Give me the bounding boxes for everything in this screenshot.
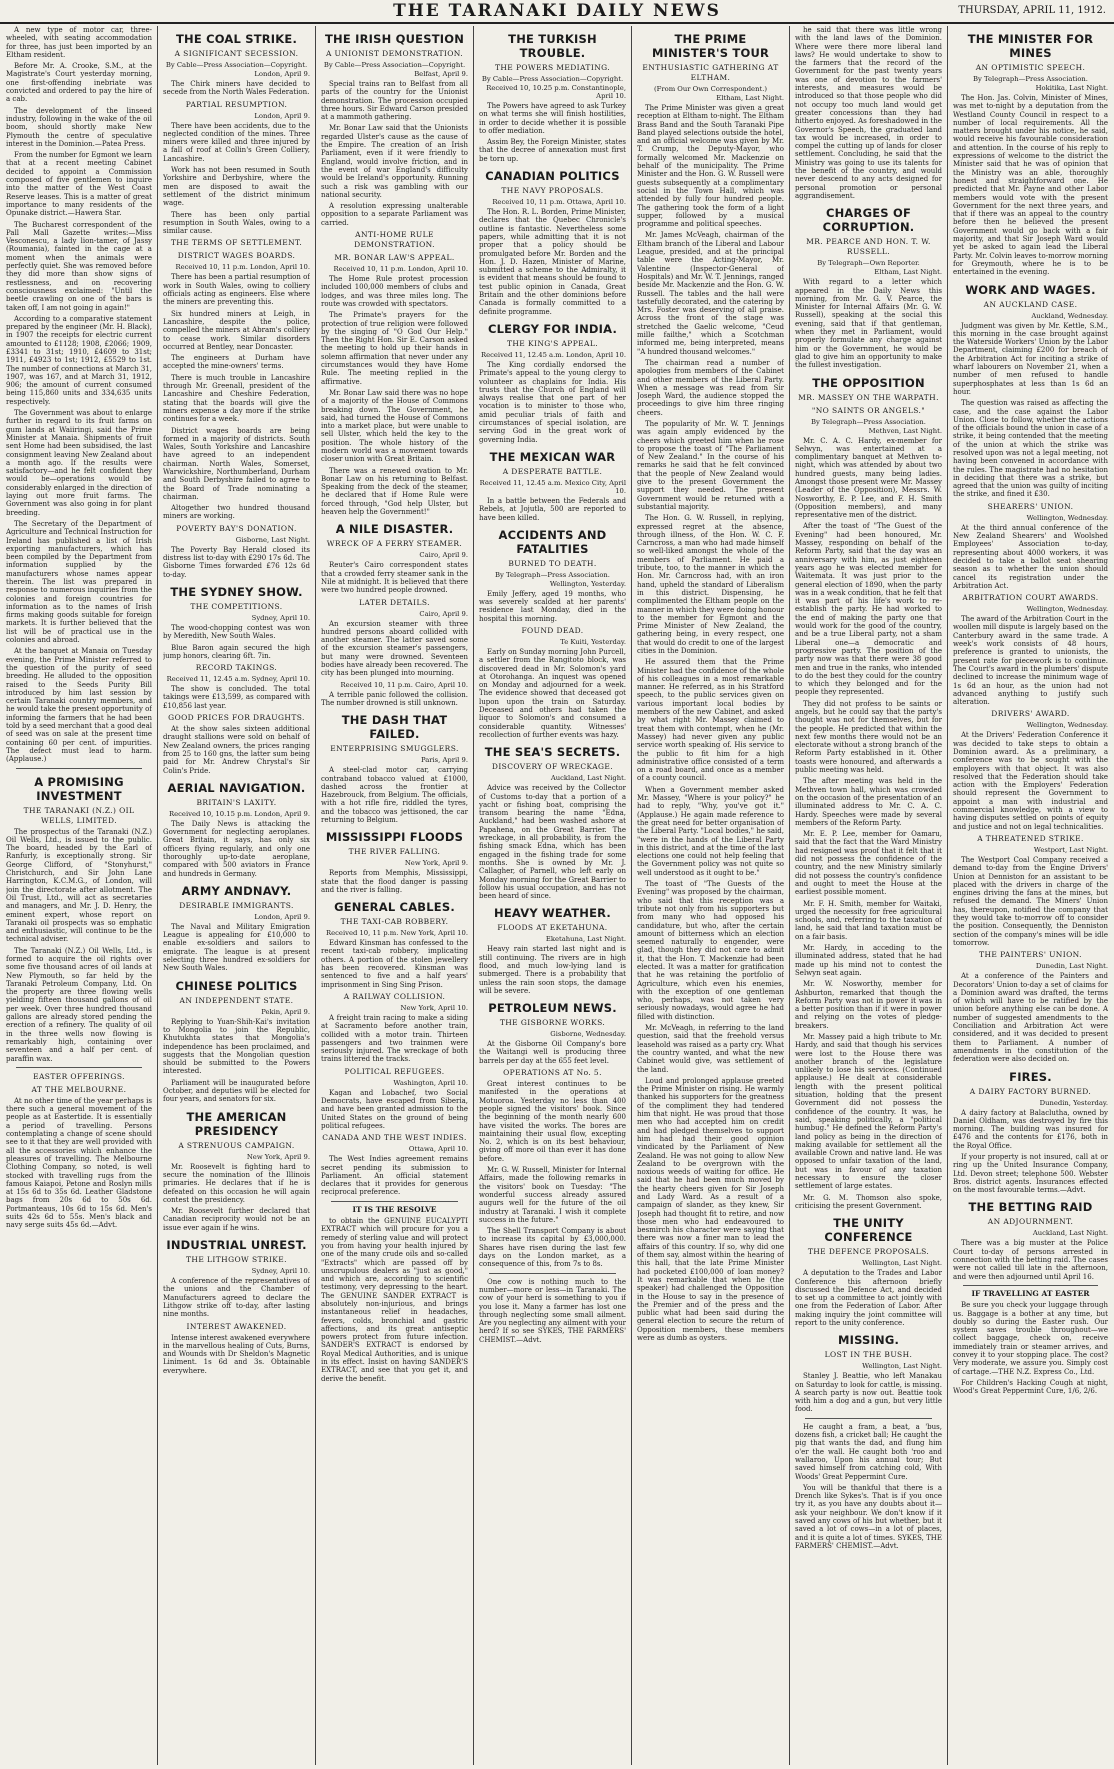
subheadline: AN AUCKLAND CASE.	[983, 299, 1078, 309]
advert-text: He caught a fram, a beat, a 'bus, dozens fish, a cricket ball; He caught the pig that wants the dad, and flung him o'er the wall. He caught both 'roo and wallaroo, Upon his annual tour; But saved himself from catching cold, With Woods' Great Peppermint Cure.	[795, 1422, 942, 1481]
divider	[331, 1201, 458, 1202]
paragraph: Kagan and Lobachef, two Social Democrats, have escaped from Siberia, and have been granted admission to the United States on the ground of being political refugees.	[321, 1088, 468, 1130]
column-rule	[157, 26, 158, 1765]
paragraph: The King cordially endorsed the Primate's appeal to the young clergy to volunteer as chaplains for India. His trusts that the Church of England will always realise that one part of her vocation is to minister to those who, amid peculiar trials of faith and circumstances of special isolation, are serving God in the great work of governing India.	[479, 360, 626, 444]
dateline: Received 10, 11 p.m. New York, April 10.	[325, 929, 468, 938]
byline: By Telegraph—Press Association.	[811, 417, 926, 426]
headline: THE BETTING RAID	[968, 1200, 1093, 1215]
byline: By Telegraph—Press Association.	[973, 75, 1088, 83]
subheadline: MR. MASSEY ON THE WARPATH.	[798, 392, 939, 402]
paragraph: Mr. W. Nosworthy, member for Ashburton, remarked that though the Reform Party was not in power it was in a better position than if it were in power and relying on the votes of pledge-breakers.	[795, 980, 942, 1030]
dateline: Received 10, 11 p.m. Ottawa, April 10.	[492, 198, 626, 207]
dateline: Westport, Last Night.	[1033, 845, 1108, 854]
subheadline: A SIGNIFICANT SECESSION.	[174, 49, 299, 58]
headline: ACCIDENTS AND FATALITIES	[498, 527, 607, 556]
paragraph: The development of the linseed industry, following in the wake of the oil boom, should shortly make New Plymouth the centre of speculative interest in the Dominion.—Patea Press.	[6, 106, 152, 148]
headline: PETROLEUM NEWS.	[488, 1001, 617, 1016]
subheadline: ENTHUSIASTIC GATHERING AT ELTHAM.	[642, 63, 779, 82]
headline: THE SEA'S SECRETS.	[484, 745, 621, 760]
paragraph: With regard to a letter which appeared in the Daily News this morning, from Mr. G. V. Pearce, the Minister for Internal Affairs (Mr. G. W. Russell), speaking at the social this evening, said that if that gentleman, when they met in Parliament, would properly formulate any charge against him or the Government, he would be glad to give him an opportunity to make the fullest investigation.	[795, 278, 942, 370]
paragraph: At a conference of the Painters and Decorators' Union to-day a set of claims for a Dominion award was drafted, the terms of which will have to be ratified by the union before anything else can be done. A number of suggested amendments to the Conciliation and Arbitration Act were considered, and it was decided to present them to Parliament. A number of amendments in the constitution of the federation were also decided on.	[953, 972, 1108, 1064]
headline: THE IRISH QUESTION	[324, 32, 465, 46]
dateline: Eketahuna, Last Night.	[545, 935, 626, 944]
headline: CHARGES OF CORRUPTION.	[822, 206, 915, 235]
paragraph: Six hundred miners at Leigh, in Lancashire, despite the police, compelled the miners at Abram's colliery to cease work. Similar disorders occurred at Bentley, near Doncaster.	[163, 309, 310, 351]
paragraph: Intense interest awakened everywhere in the marvellous healing of Cuts, Burns, and Wounds with Dr Sheldon's Magnetic Liniment. 1s 6d and 3s. Obtainable everywhere.	[163, 1333, 310, 1375]
paragraph: The prospectus of the Taranaki (N.Z.) Oil Wells, Ltd., is issued to the public. The board, headed by the Earl of Ranfurly, is exceptionally strong. Sir George Clifford, of "Stonyhurst," Christchurch, and Sir John Lane Harrington, K.C.M.G., of London, will join the directorate after allotment. The Oil Trust, Ltd., will act as secretaries and managers, and Mr. J. D. Henry, the eminent expert, whose report on Taranaki oil prospects was so emphatic and enthusiastic, will continue to be the technical adviser.	[6, 827, 152, 944]
subheadline: A THREATENED STRIKE.	[977, 833, 1084, 843]
dateline: Received 10, 11 p.m. Cairo, April 10.	[340, 680, 468, 689]
paragraph: Mr. McVeagh, in referring to the land question, said that the freehold versus leasehold was raised as a party cry. What the country wanted, and what the new Cabinet would give, was settlement of the land.	[637, 1024, 784, 1074]
subheadline: SHEARERS' UNION.	[987, 501, 1074, 511]
subheadline: A UNIONIST DEMONSTRATION.	[325, 49, 464, 58]
paragraph: From the number for Egmont we learn that at a recent meeting Cabinet decided to appoint a Commission composed of five gentlemen to inquire into the matter of the West Coast Reserve leases. This is a matter of great importance to many residents of the Opunake district.—Hawera Star.	[6, 151, 152, 218]
subheadline: EASTER OFFERINGS.	[33, 1071, 125, 1081]
subheadline: THE COMPETITIONS.	[190, 601, 283, 611]
subheadline: LATER DETAILS.	[359, 597, 430, 607]
subheadline: THE POWERS MEDIATING.	[494, 63, 611, 72]
advert-text: to obtain the GENUINE EUCALYPTI EXTRACT which will procure for you a remedy of sterling value and will protect you from having your health injured by one of the many crude oils and so-called "Extracts" which are passed off by unscrupulous dealers as "just as good," and which are, according to scientific testimony, very depressing to the heart. The GENUINE SANDER EXTRACT is absolutely non-injurious, and brings instantaneous relief in headaches, fevers, colds, bronchial and gastric affections, and its great antiseptic powers protect from future infection. SANDER'S EXTRACT is endorsed by Royal Medical Authorities, and is unique in its effect. Insist on having SANDER'S EXTRACT, and see that you get it, and derive the benefit.	[321, 1217, 468, 1383]
paragraph: At no other time of the year perhaps is there such a general movement of the people as at Eastertide. It is essentially a period of travelling. Persons contemplating a change of scene should see to it that they are well provided with all the accessories which enhance the pleasures of travelling. The Melbourne Clothing Company, so noted, is well stocked with travelling rugs from the famous Kaiapoi, Petone and Roslyn mills at 15s 6d to 35s 6d. Leather Gladstone bags from 20s 6d to 50s 6d. Portmanteaus, 10s 6d to 15s 6d. Men's suits 42s 6d to 55s. Men's black and navy serge suits 45s 6d.—Advt.	[6, 1096, 152, 1230]
subheadline: THE TAXI-CAB ROBBERY.	[340, 917, 449, 927]
subheadline: ARBITRATION COURT AWARDS.	[962, 593, 1099, 603]
paragraph: The Bucharest correspondent of the Pall Mall Gazette writes:—Miss Vesconescu, a lady lion-tamer, of Jassy (Roumania), fainted in the cage at a moment when the animals were perfectly quiet. She was removed before they did more than show signs of restlessness, and on recovering consciousness exclaimed: "Until the beetle crawling on one of the bars is taken off, I am not going in again!"	[6, 220, 152, 312]
dateline: Eltham, Last Night.	[716, 94, 784, 102]
paragraph: The Westport Coal Company received a demand to-day from the Engine Drivers' Union at Denniston for an assistant to be placed with the drivers in charge of the engines driving the fans at the mines, but refused the demand. The Miners' Union has, thereupon, notified the company that they would take to-morrow off to consider the position. Consequently, the Denniston section of the company's mines will be idle tomorrow.	[953, 855, 1108, 947]
paragraph: Judgment was given by Mr. Kettle, S.M., this morning in the case brought against the Waterside Workers' Union by the Labor Department, claiming £200 for breach of the Arbitration Act for inciting a strike of wharf labourers on November 21, when a number of men refused to handle superphosphates at less than 1s 6d an hour.	[953, 321, 1108, 396]
subheadline: THE RIVER FALLING.	[348, 847, 441, 857]
divider	[16, 1067, 142, 1068]
subheadline: ENTERPRISING SMUGGLERS.	[330, 744, 459, 754]
subheadline: A STRENUOUS CAMPAIGN.	[178, 1140, 295, 1150]
dateline: Wellington, Wednesday.	[1026, 513, 1108, 522]
subheadline: BURNED TO DEATH.	[508, 558, 597, 568]
paragraph: The after meeting was held in the Methven town hall, which was crowded on the occasion of the presentation of an illuminated address to Mr. C. A. C. Hardy. Speeches were made by several members of the Reform Party.	[795, 777, 942, 827]
subheadline: POLITICAL REFUGEES.	[344, 1066, 445, 1076]
paragraph: Mr. Bonar Law said there was no hope of a majority of the House of Commons breaking down. The Government, he said, had turned the House of Commons into a market place, but were unable to sell Ulster, which held the key to the position. The whole history of the modern world was a movement towards closer union with Great Britain.	[321, 388, 468, 464]
paragraph: Mr. E. P. Lee, member for Oamaru, said that the fact that the Ward Ministry had resigned was proof that it felt that it did not possess the confidence of the country, and the new Ministry similarly did not possess the country's confidence and ought to meet the House at the earliest possible moment.	[795, 830, 942, 897]
dateline: Belfast, April 9.	[414, 70, 468, 78]
paragraph: Mr. Roosevelt further declared that Canadian reciprocity would not be an issue ever again if he wins.	[163, 1207, 310, 1232]
paragraph: Great interest continues to be manifested in the operations at Motuoroa. Yesterday no less than 400 people signed the visitors' book. Since the beginning of the month nearly 600 have visited the works. The bores are maintaining their usual flow, excepting No. 2, which is on its best behaviour, giving off more oil than ever it has done before.	[479, 1080, 626, 1163]
subheadline: DESIRABLE IMMIGRANTS.	[179, 900, 294, 910]
column-7	[953, 26, 1108, 1765]
headline: THE TURKISH TROUBLE.	[508, 32, 597, 60]
paragraph: Work has not been resumed in South Yorkshire and Derbyshire, where the men are disposed to await the settlement of the district minimum wage.	[163, 166, 310, 208]
paragraph: He assured them that the Prime Minister had the confidence of the whole of his colleagues in a most remarkable manner. He referred, as in his Stratford speech, to the public services given on various important local bodies by members of the new Cabinet, and asked by what right Mr. Massey claimed to treat them with contempt, when he (Mr. Massey) had never given any public service worth speaking of. His service to the public to fit him for a high administrative office consisted of a term on a road board, and once as a member of a county council.	[637, 658, 784, 783]
column-3	[321, 26, 468, 1765]
paragraph: The question was raised as affecting the case, and the case against the Labor Union. Close to follow, whether the actions of the officials bound the union in case of a strike, it being contended that the meeting of the union at which the strike was resolved upon was not a legal meeting, not having been convened in accordance with the rules. The magistrate had no hesitation in deciding that there was a strike, but agreed that the union was guilty of inciting the strike, and fined it £30.	[953, 399, 1108, 499]
column-4	[479, 26, 626, 1765]
advert-headline: IT IS THE RESOLVE	[352, 1204, 437, 1214]
paragraph: Mr. Massey paid a high tribute to Mr. Hardy, and said that though his services were lost to the House there was another branch of the legislature unlikely to lose his services. (Continued applause.) He dealt at considerable length with the present political situation, holding that the present Government did not possess the confidence of the country. It was, he said, speaking politically, a "political humbug." He defined the Reform Party's land policy as being in the direction of making available for settlement all the available Crown and native land. He was opposed to unfair taxation of the land, but was in favour of any taxation necessary to ensure the closer settlement of large estates.	[795, 1032, 942, 1191]
subheadline: WRECK OF A FERRY STEAMER.	[326, 539, 463, 549]
dateline: Eltham, Last Night.	[874, 268, 942, 277]
paragraph: Reuter's Cairo correspondent states that a crowded ferry steamer sank in the Nile at midnight. It is believed that there were two hundred people drowned.	[321, 561, 468, 595]
masthead-date: THURSDAY, APRIL 11, 1912.	[958, 5, 1106, 16]
subheadline: A RAILWAY COLLISION.	[343, 991, 446, 1001]
byline: By Telegraph—Own Reporter.	[817, 259, 920, 268]
headline: THE OPPOSITION	[812, 375, 925, 390]
subheadline: THE KING'S APPEAL.	[506, 338, 599, 348]
dateline: Cairo, April 9.	[419, 551, 468, 560]
paragraph: At the banquet at Manaia on Tuesday evening, the Prime Minister referred to the question of the purity of seed breeding. He alluded to the opposition raised to the Seeds Purity Bill introduced by him last session by certain Taranaki country members, and he would take the present opportunity of informing the farmers that he had been told by a seed merchant that a good deal of seed was on sale at the present time containing 60 per cent. of impurities. The defect must lead to harm. (Applause.)	[6, 647, 152, 764]
paragraph: Stanley J. Beattie, who left Manakau on Saturday to look for cattle, is missing. A search party is now out. Beattie took with him a dog and a gun, but very little food.	[795, 1372, 942, 1414]
subheadline: THE PAINTERS' UNION.	[979, 950, 1082, 960]
advert-text: Be sure you check your luggage through us. Baggage is a bother at any time, but doubly so during the Easter rush. Our system saves trouble throughout—we collect baggage, check on, receive immediately train or steamer arrives, and convey it to your stopping place. The cost? Very moderate, we assure you. Simply cost of cartage.—THE N.Z. Express Co., Ltd.	[953, 1301, 1108, 1376]
paragraph: The Taranaki (N.Z.) Oil Wells, Ltd., is formed to acquire the oil rights over some five thousand acres of oil lands at New Plymouth, so far held by the Taranaki Petroleum Company, Ltd. On the property are three flowing wells yielding fifteen thousand gallons of oil per week. Over three hundred thousand gallons are already stored pending the erection of a refinery. The quality of oil in the three wells now flowing is remarkably high, containing over seventeen and a half per cent. of paraffin wax.	[6, 946, 152, 1063]
paragraph: An excursion steamer with three hundred persons aboard collided with another steamer. The latter saved some of the excursion steamer's passengers, but many were drowned. Seventeen bodies have already been recovered. The city has been plunged into mourning.	[321, 619, 468, 678]
column-rule	[473, 26, 474, 1765]
subheadline: OPERATIONS AT No. 5.	[503, 1068, 602, 1078]
dateline: Received 10, 11 p.m. London, April 10.	[333, 265, 468, 274]
subheadline: THE LITHGOW STRIKE.	[186, 1255, 287, 1265]
dateline: London, April 9.	[254, 70, 310, 78]
subheadline: "NO SAINTS OR ANGELS."	[811, 405, 926, 415]
subheadline: DISCOVERY OF WRECKAGE.	[491, 762, 614, 772]
paragraph: The toast of "The Guests of the Evening" was proposed by the chairman, who said that this reception was a tribute not only from his supporters but from many who had opposed his candidature, but who, after the certain amount of bitterness which an election seemed naturally to engender, were glad, though they did not care to admit it, that the Hon. T. Mackenzie had been elected. It was a matter for gratification that he was retaining the portfolio of Agriculture, which even his enemies, with the exception of one gentleman who, perhaps, was not taken very seriously nowadays, would agree he had filled with distinction.	[637, 880, 784, 1021]
paragraph: There is much trouble in Lancashire through Mr. Greenall, president of the Lancashire and Cheshire Federation, stating that the boards will give the miners expense a day more if the strike continues for a week.	[163, 373, 310, 424]
paragraph: The Government was about to enlarge further in regard to its fruit farms on gum lands at Waiiringi, said the Prime Minister at Manaia. Shipments of fruit sent Home had been subsidised, the last consignment leaving New Zealand about a month ago. If the results were satisfactory—and he felt confident they would be—operations would be considerably enlarged in the direction of laying out more fruit farms. The Government was also going in for plant breeding.	[6, 409, 152, 517]
paragraph: The popularity of Mr. W. T. Jennings was again amply evidenced by the cheers which greeted him when he rose to propose the toast of "The Parliament of New Zealand." In the course of his remarks he said that he felt convinced that the people of New Zealand would give to the present Government the support they needed. The present Government would be returned with a substantial majority.	[637, 419, 784, 511]
dateline: Received 10, 10.15 p.m. London, April 9.	[168, 809, 310, 818]
paragraph: A new type of motor car, three-wheeled, with seating accommodation for three, has just been imported by an Eltham resident.	[6, 26, 152, 59]
headline: MISSING.	[837, 1333, 900, 1348]
paragraph: The Shell Transport Company is about to increase its capital by £3,000,000. Shares have risen during the last few days on the London market, as a consequence of this, from 7s to 8s.	[479, 1227, 626, 1269]
paragraph: There has been a partial resumption of work in South Wales, owing to colliery officials acting as engineers. Else where the miners are preventing this.	[163, 273, 310, 307]
headline: THE DASH THAT FAILED.	[341, 713, 448, 742]
paragraph: Emily Jeffery, aged 19 months, who was severely scalded at her parents' residence last Monday, died in the hospital this morning.	[479, 589, 626, 623]
headline: INDUSTRIAL UNREST.	[166, 1238, 307, 1253]
paragraph: A freight train racing to make a siding at Sacramento before another train, collided with a motor train. Thirteen passengers and two trainmen were seriously injured. The wreckage of both trains littered the tracks.	[321, 1013, 468, 1064]
paragraph: There has been only partial resumption in South Wales, owing to a similar cause.	[163, 210, 310, 236]
paragraph: Mr. G. M. Thomson also spoke, criticising the present Government.	[795, 1193, 942, 1210]
paragraph: A conference of the representatives of the unions and the Chamber of Manufacturers agreed to declare the Lithgow strike off to-day, after lasting nine months.	[163, 1277, 310, 1319]
paragraph: At the Gisborne Oil Company's bore the Waitangi well is producing three barrels per day at the 655 feet level.	[479, 1040, 626, 1065]
paragraph: At the Drivers' Federation Conference it was decided to take steps to obtain a Dominion award. As a preliminary, a conference was to be sought with the employers with that object. It was also resolved that the Federation should take action with the Employers' Federation should represent the Government to appoint a man with industrial and commercial knowledge, with a view to having disputes settled on points of equity and justice and not on legal technicalities.	[953, 731, 1108, 831]
masthead	[0, 0, 1114, 24]
dateline: Auckland, Last Night.	[550, 774, 626, 783]
subheadline: PARTIAL RESUMPTION.	[185, 99, 288, 109]
headline: CLERGY FOR INDIA.	[487, 321, 618, 336]
headline: FIRES.	[1009, 1069, 1052, 1084]
headline: HEAVY WEATHER.	[494, 906, 611, 921]
paragraph: The show is concluded. The total takings were £13,599, as compared with £10,856 last year.	[163, 685, 310, 710]
paragraph: A resolution expressing unalterable opposition to a separate Parliament was carried.	[321, 202, 468, 227]
column-5	[637, 26, 784, 1765]
paragraph: They did not profess to be saints or angels, but he could say that the party's thought was not for themselves, but for the people. He predicted that within the next few months there would not be an electorate without a strong branch of the Reform Party established in it. Other toasts were honoured, and afterwards a public meeting was held.	[795, 699, 942, 775]
paragraph: Altogether two hundred thousand miners are working.	[163, 504, 310, 521]
paragraph: A dairy factory at Balaclutha, owned by Daniel Oldham, was destroyed by fire this morning. The building was insured for £476 and the contents for £176, both in the Royal Office.	[953, 1108, 1108, 1150]
advert-headline: IF TRAVELLING AT EASTER	[971, 1288, 1090, 1298]
paragraph: The Chirk miners have decided to secede from the North Wales Federation.	[163, 80, 310, 97]
byline: By Telegraph—Press Association.	[495, 570, 610, 579]
subheadline: FOUND DEAD.	[521, 625, 584, 635]
headline: THE PRIME MINISTER'S TOUR	[651, 32, 770, 60]
dateline: Dunedin, Yesterday.	[1039, 1098, 1108, 1107]
subheadline: AN ADJOURNMENT.	[987, 1217, 1074, 1227]
dateline: Sydney, April 10.	[251, 1267, 310, 1276]
paragraph: The Powers have agreed to ask Turkey on what terms she will finish hostilities, in order to decide whether it is possible to offer mediation.	[479, 102, 626, 135]
paragraph: Mr. Hardy, in acceding to the illuminated address, stated that he had made up his mind not to contest the Selwyn seat again.	[795, 944, 942, 977]
subheadline: AN OPTIMISTIC SPEECH.	[975, 63, 1086, 72]
dateline: Auckland, Last Night.	[1032, 1229, 1108, 1238]
dateline: Paris, April 9.	[420, 756, 468, 765]
paragraph: Loud and prolonged applause greeted the Prime Minister on rising. He warmly thanked his supporters for the greatness of the compliment they had tendered him that night. He was proud that those men who had accepted him on credit and had pledged themselves to support him had had their good opinion vindicated by the Parliament of New Zealand. He was not going to allow New Zealand to be overgrown with the noxious weeds of waiting for office. He said that he had been much moved by the hearty cheers given for Sir Joseph and Lady Ward. As a result of a campaign of slander, as they knew, Sir Joseph had thought fit to retire, and now those men who had endeavoured to besmirch his character were saying that there was now a finer man to lead the affairs of this country. If so, why did one of them say, almost within the hearing of this hall, that the late Prime Minister had pocketed £100,000 of loan money? It was remarkable that when he (the speaker) had challenged the Opposition in the House to say in the presence of the Premier and of the press and the public what had been said during the general election to secure the return of Opposition members, these members were as dumb as oysters.	[637, 1076, 784, 1343]
headline: CHINESE POLITICS	[175, 978, 298, 993]
divider	[489, 1273, 616, 1274]
paragraph: Edward Kinsman has confessed to the recent taxi-cab robbery, implicating others. A portion of the stolen jewellery has been recovered. Kinsman was sentenced to five and a half years' imprisonment in Sing Sing Prison.	[321, 939, 468, 989]
headline: GENERAL CABLES.	[334, 900, 455, 915]
paragraph: The Hon. Jas. Colvin, Minister of Mines, was met to-night by a deputation from the Westland County Council in respect to a number of local requirements. All the matters brought under his notice, he said, would receive his favourable consideration and attention. In the course of his reply to expressions of welcome to the district the Minister said that he was of opinion that the Ministry was an able, thoroughly honest and straightforward one. He predicted that Mr. Payne and other Labor members would vote with the present Government for the next three years, and that if there was an appeal to the country before then he believed the present Government would go back with a fair majority, and that Sir Joseph Ward would yet be asked to again lead the Liberal Party. Mr. Colvin leaves to-morrow morning for Greymouth, where he is to be entertained in the evening.	[953, 94, 1108, 277]
byline: By Cable—Press Association—Copyright.	[323, 61, 466, 69]
headline: THE COAL STRIKE.	[175, 32, 298, 46]
column-rule	[947, 26, 948, 1765]
dateline: Wellington, Last Night.	[862, 1362, 942, 1371]
paragraph: District wages boards are being formed in a majority of districts. South Wales, South Yorkshire and Lancashire have agreed to an independent chairman. North Wales, Somerset, Warwickshire, Northumberland, Durham and South Derbyshire failed to agree to the Board of Trade nominating a chairman.	[163, 426, 310, 501]
paragraph: Mr. C. A. C. Hardy, ex-member for Selwyn, was entertained at a complimentary banquet at Methven to-night, which was attended by about two hundred guests, many being ladies. Amongst those present were Mr. Massey (Leader of the Opposition), Messrs. W. Nosworthy, E. P. Lee, and F. H. Smith (Opposition members), and many representative men of the district.	[795, 436, 942, 520]
subheadline: LOST IN THE BUSH.	[824, 1350, 913, 1360]
paragraph: Mr. James McVeagh, chairman of the Eltham branch of the Liberal and Labour League, presided, and at the principal table were the Acting-Mayor, Mr. Valentine (Inspector-General of Hospitals) and Mr. W. T. Jennings, ranged beside Mr. Mackenzie and the Hon. G. W. Russell. The tables and the hall were tastefully decorated, and the catering by Mrs. Foster was deserving of all praise. Across the front of the stage was stretched the Gaelic welcome, "Ceud mille failthe," which a Scotchman informed me, being interpreted, means "A hundred thousand welcomes."	[637, 231, 784, 356]
dateline: Wellington, Yesterday.	[549, 579, 626, 588]
paragraph: Early on Sunday morning John Purcell, a settler from the Rangitoto block, was discovered dead in Mr. Solomon's yard at Otorohanga. An inquest was opened on Monday and adjourned for a week. The evidence showed that deceased got lupon upon the train on Saturday. Deceased and others had taken the liquor to Solomon's and consumed a considerable quantity. Witnesses' recollection of further events was hazy.	[479, 647, 626, 739]
subheadline: AN INDEPENDENT STATE.	[179, 995, 294, 1005]
subheadline: THE GISBORNE WORKS.	[499, 1018, 606, 1028]
subheadline: GOOD PRICES FOR DRAUGHTS.	[168, 713, 305, 723]
dateline: Received 11, 12.45 a.m. London, April 10.	[480, 350, 626, 359]
column-1	[6, 26, 152, 1765]
paragraph: Replying to Yuan-Shih-Kai's invitation to Mongolia to join the Republic, Khutukhta states that Mongolia's independence has been proclaimed, and suggests that the Mongolian question should be submitted to the Powers interested.	[163, 1017, 310, 1076]
column-6	[795, 26, 942, 1765]
paragraph: When a Government member asked Mr. Massey, "Where is your policy?" he had to reply, "Why, you've got it." (Applause.) He again made reference to the great need for better organisation of the Liberal Party. "Local bodies," he said, "were in the hands of the Liberal Party in this district, and at the time of the last elections one could not help feeling that the Government policy was not quite so well understood as it ought to be."	[637, 785, 784, 877]
dateline: Received 11, 12.45 a.m. Sydney, April 10.	[166, 675, 310, 684]
paragraph: Mr. F. H. Smith, member for Waitaki, urged the necessity for free agricultural schools, and, referring to the taxation of land, he said that land taxation must be on a fair basis.	[795, 899, 942, 941]
paragraph: There was a renewed ovation to Mr. Bonar Law on his returning to Belfast. Speaking from the deck of the steamer, he declared that if Home Rule were forced through, "God help Ulster, but heaven help the Government!"	[321, 466, 468, 517]
paragraph: The Primate's prayers for the protection of true religion were followed by the singing of "O God Our Help." Then the Right Hon. Sir E. Carson asked the meeting to hold up their hands in solemn affirmation that never under any circumstances would they have Home Rule. The meeting replied in the affirmative.	[321, 311, 468, 386]
subheadline: THE TERMS OF SETTLEMENT.	[170, 238, 303, 248]
dateline: Wellington, Wednesday.	[1026, 721, 1108, 730]
paragraph: Special trains ran to Belfast from all parts of the country for the Unionist demonstration. The procession occupied three hours. Sir Edward Carson presided at a mammoth gathering.	[321, 80, 468, 122]
paragraph: Mr. Roosevelt is fighting hard to secure the nomination of the Illinois primaries. He declares that if he is defeated on this occasion he will again contest the presidency.	[163, 1162, 310, 1204]
subheadline: THE DEFENCE PROPOSALS.	[807, 1247, 930, 1257]
headline: MISSISSIPPI FLOODS	[325, 830, 464, 845]
paragraph: he said that there was little wrong with the land laws of the Dominion. Where were there more liberal land laws? He would undertake to show to the farmers that the record of the Government for the past twenty years was one of devotion to the farmers' interests, and measures would be introduced so that those people who did not occupy too much land would get greater concessions than they had hitherto enjoyed. As foreshadowed in the Governor's Speech, the graduated land tax would be increased, in order to compel the cutting up of lands for closer settlement. Concluding, he said that the Ministry was going to use its talents for the benefit of the country, and would never descend to any acts designed for personal promotion or personal aggrandisement.	[795, 26, 942, 200]
column-rule	[789, 26, 790, 1765]
subheadline: POVERTY BAY'S DONATION.	[176, 523, 297, 533]
dateline: Te Kuiti, Yesterday.	[560, 637, 626, 646]
dateline: Wellington, Last Night.	[862, 1259, 942, 1268]
headline: THE MEXICAN WAR	[489, 449, 616, 464]
dateline: New York, April 9.	[404, 859, 468, 868]
dateline: Received 10, 11 p.m. London, April 10.	[175, 263, 310, 272]
paragraph: The Daily News is attacking the Government for neglecting aeroplanes. Great Britain, it says, has only six officers flying regularly, and only one thoroughly up-to-date aeroplane, compared with 500 aviators in France and hundreds in Germany.	[163, 819, 310, 878]
paragraph: Reports from Memphis, Mississippi, state that the flood danger is passing and the river is falling.	[321, 869, 468, 894]
paragraph: Blue Baron again secured the high jump honors, clearing 6ft. 7in.	[163, 643, 310, 660]
dateline: London, April 9.	[254, 111, 310, 120]
paragraph: Assim Bey, the Foreign Minister, states that the decree of annexation must first be torn up.	[479, 138, 626, 163]
column-rule	[315, 26, 316, 1765]
subheadline: DRIVERS' AWARD.	[991, 709, 1070, 719]
dateline: Dunedin, Last Night.	[1035, 962, 1108, 971]
subheadline: AT THE MELBOURNE.	[31, 1084, 127, 1094]
headline: CANADIAN POLITICS	[485, 169, 620, 184]
paragraph: At the show sales sixteen additional draught stallions were sold on behalf of New Zealand owners, the prices ranging from 25 to 160 gns, the latter sum being paid for Mr. Andrew Chrystal's Sir Colin's Pride.	[163, 725, 310, 775]
paragraph: The engineers at Durham have accepted the mine-owners' terms.	[163, 354, 310, 371]
paragraph: The chairman read a number of apologies from members of the Cabinet and other members of the Liberal Party. When a message was read from Sir Joseph Ward, the audience stopped the proceedings to give him three ringing cheers.	[637, 358, 784, 417]
dateline: Auckland, Wednesday.	[1031, 311, 1108, 320]
subheadline: A DAIRY FACTORY BURNED.	[969, 1086, 1092, 1096]
byline: By Cable—Press Association—Copyright.	[165, 61, 308, 69]
subheadline: DISTRICT WAGES BOARDS.	[177, 251, 296, 261]
paragraph: The Naval and Military Emigration League is appealing for £10,000 to enable ex-soldiers and sailors to emigrate. The league is at present selecting three hundred ex-soldiers for New South Wales.	[163, 922, 310, 973]
dateline: Gisborne, Last Night.	[235, 535, 310, 544]
advert-text: One cow is nothing much to the number—more or less—in Taranaki. The cow of your herd is something to you if you lose it. Many a farmer has lost one through neglecting some small ailment. Are you neglecting any ailment with your herd? If so see SYKES, THE FARMERS' CHEMIST.—Advt.	[479, 1277, 626, 1344]
paragraph: According to a comparative statement prepared by the engineer (Mr. H. Black), in 1907 the receipts for electric current amounted to £1128; 1908, £2066; 1909, £3341 to 31st; 1910, £4609 to 31st; 1911, £4923 to 1st; 1912, £5529 to 1st. The number of connections at March 31, 1907, was 167, and at March 31, 1912, 906; the amount of current consumed being 115,860 units and 334,635 units respectively.	[6, 314, 152, 406]
paragraph: A deputation to the Trades and Labor Conference this afternoon briefly discussed the Defence Act, and decided to set up a committee to act jointly with one from the Federation of Labor. After making inquiry the joint committee will report to the unity conference.	[795, 1269, 942, 1327]
subheadline: FLOODS AT EKETAHUNA.	[497, 923, 608, 933]
dateline: Pekin, April 9.	[261, 1007, 310, 1016]
dateline: Received 10, 10.25 p.m. Constantinople, April 10.	[486, 84, 626, 100]
advert-text: For Children's Hacking Cough at night, Wood's Great Peppermint Cure, 1/6, 2/6.	[953, 1378, 1108, 1396]
paragraph: The Hon. R. L. Borden, Prime Minister, declares that the Quebec Chronicle's outline is fantastic. Nevertheless some papers, while admitting that it is not proper that a policy should be promulgated before Mr. Borden and the Hon. J. D. Hazen, Minister of Marine, submitted a scheme to the Admiralty, it is evident that means should be found to test public opinion in Canada, Great Britain and the other dominions before Canada is formally committed to a definite programme.	[479, 208, 626, 316]
paragraph: There was a big muster at the Police Court to-day of persons arrested in connection with the betting raid. The cases were not called till late in the afternoon, and were then adjourned until April 16.	[953, 1239, 1108, 1281]
column-2	[163, 26, 310, 1765]
paragraph: The wood-chopping contest was won by Meredith, New South Wales.	[163, 623, 310, 641]
advert-text: You will be thankful that there is a Drench like Sykes's. That is if you once try it, as you have any doubts about it—ask your neighbour. We don't know if it saved any cows of his but whether, but it saved a lot of cows—in a lot of places, and it is quite a lot of times. SYKES, THE FARMERS' CHEMIST.—Advt.	[795, 1483, 942, 1550]
paragraph: Advice was received by the Collector of Customs to-day that a portion of a yacht or fishing boat, comprising the transom bearing the name "Edna, Auckland," had been washed ashore at Papahena, on the Great Barrier. The wreckage, in all probability, is from the fishing smack Edna, which has been engaged in the fishing trade for some months. She is owned by Mr. J. Callagher, of Parnell, who left early on Monday morning for the Great Barrier to follow his usual occupation, and has not been heard of since.	[479, 784, 626, 901]
byline: By Cable—Press Association—Copyright.	[481, 75, 624, 83]
paragraph: The Poverty Bay Herald closed its distress list to-day with £290 17s 6d. The Gisborne Times forwarded £76 12s 6d to-day.	[163, 545, 310, 579]
paragraph: Mr. G. W. Russell, Minister for Internal Affairs, made the following remarks in the visitors' book on Tuesday: "The wonderful success already assured augurs well for the future of the oil industry at Taranaki. I wish it complete success in the future."	[479, 1166, 626, 1224]
dateline: Received 11, 12.45 a.m. Mexico City, April 10.	[479, 478, 626, 495]
paragraph: The Prime Minister was given a great reception at Eltham to-night. The Eltham Brass Band and the South Taranaki Pipe Band played selections outside the hotel, and an official welcome was given by Mr. T. Crump, the Deputy-Mayor, who formally welcomed Mr. Mackenzie on behalf of the municipality. The Prime Minister and the Hon. G. W. Russell were guests subsequently at a complimentary social in the Town Hall, which was attended by fully four hundred people. The gathering took the form of a light supper, followed by a musical programme and political speeches.	[637, 104, 784, 229]
dateline: New York, April 10.	[400, 1003, 468, 1012]
paragraph: In a battle between the Federals and Rebels, at Jojutla, 500 are reported to have been killed.	[479, 496, 626, 522]
paragraph: The West Indies agreement remains secret pending its submission to Parliament. An official statement declares that it provides for generous reciprocal preference.	[321, 1155, 468, 1197]
headline: THE SYDNEY SHOW.	[170, 584, 303, 599]
subheadline: MR. BONAR LAW'S APPEAL.	[334, 253, 455, 263]
subheadline: A DESPERATE BATTLE.	[502, 466, 603, 476]
headline: THE AMERICAN PRESIDENCY	[186, 1109, 287, 1138]
newspaper-title: THE TARANAKI DAILY NEWS	[393, 1, 721, 21]
paragraph: There have been accidents, due to the neglected condition of the mines. Three miners were killed and three injured by a fall of roof at Collin's Green Colliery, Lancashire.	[163, 121, 310, 163]
subheadline: RECORD TAKINGS.	[195, 663, 278, 673]
paragraph: Mr. Bonar Law said that the Unionists regarded Ulster's cause as the cause of the Empire. The creation of an Irish Parliament, even if it were friendly to England, would involve friction, and in the event of war England's difficulty would be Ireland's opportunity. Running such a risk was gambling with our national security.	[321, 124, 468, 199]
paragraph: The Secretary of the Department of Agriculture and Technical Instruction for Ireland has published a list of Irish exporting manufacturers, which has been compiled by the Department from information supplied by the manufacturers whose names appear therein. The list was prepared in response to numerous inquiries from the colonies and foreign countries for information as to the names of Irish firms making goods suitable for foreign markets. It is further believed that the list will be of practical use in the colonies and abroad.	[6, 519, 152, 645]
subheadline: BRITAIN'S LAXITY.	[196, 797, 277, 807]
headline: ARMY ANDNAVY.	[181, 883, 292, 898]
divider	[16, 768, 142, 769]
divider	[805, 1418, 932, 1419]
subheadline: INTEREST AWAKENED.	[186, 1321, 287, 1331]
dateline: Wellington, Wednesday.	[1026, 605, 1108, 614]
advert-text: If your property is not insured, call at or ring up the United Insurance Company, Ltd. Devon street; telephone 500. Webster Bros. district agents. Insurances effected on the most favourable terms.—Advt.	[953, 1152, 1108, 1195]
dateline: Hokitika, Last Night.	[1035, 84, 1108, 92]
dateline: Washington, April 10.	[393, 1078, 468, 1087]
byline: (From Our Own Correspondent.)	[653, 85, 768, 93]
paragraph: After the toast of "The Guest of the Evening" had been honoured, Mr. Massey, responding on behalf of the Reform Party, said that the day was an anniversary with him, as just eighteen years ago he was elected member for Waitemata. It was just prior to the general election of 1890, when the party was in a weak condition, that he felt that it was part of his life's work to re-establish the party. He had worked to the end of making the party one that would work for the good of the country, and be a true Liberal party, not a sham Liberal one—a democratic and progressive party. The position of the party now was that there were 38 good men and true in the ranks, who intended to do the best they could for the country to which they belonged and for the people they represented.	[795, 522, 942, 697]
headline: A NILE DISASTER.	[335, 522, 454, 537]
headline: AERIAL NAVIGATION.	[167, 780, 306, 795]
paragraph: The Home Rule protest procession included 100,000 members of clubs and lodges, and was three miles long. The route was crowded with spectators.	[321, 275, 468, 308]
paragraph: A steel-clad motor car, carrying contraband tobacco valued at £1000, dashed across the frontier at Hazebrouck, from Belgium. The officials, with a hot rifle fire, riddled the tyres, and the tobacco was jettisoned, the car returning to Belgium.	[321, 766, 468, 824]
paragraph: The award of the Arbitration Court in the woollen mill dispute is largely based on the Canterbury award in the same trade. A week's work consists of 48 hours, preference is granted to unionists, the present rate for piecework is to continue. The Court's award in the plumbers' dispute declined to increase the minimum wage of 1s 6d an hour, as the union had not advanced anything to justify such alteration.	[953, 615, 1108, 707]
dateline: London, April 9.	[254, 912, 310, 921]
headline: WORK AND WAGES.	[965, 282, 1096, 297]
subheadline: THE TARANAKI (N.Z.) OIL WELLS, LIMITED.	[23, 805, 135, 825]
paragraph: Parliament will be inaugurated before October, and deputies will be elected for four years, and senators for six.	[163, 1078, 310, 1104]
headline: THE MINISTER FOR MINES	[967, 32, 1094, 60]
dateline: Gisborne, Wednesday.	[550, 1030, 626, 1039]
dateline: New York, April 9.	[246, 1152, 310, 1161]
dateline: Methven, Last Night.	[868, 426, 942, 435]
paragraph: Heavy rain started last night and is still continuing. The rivers are in high flood, and much low-lying land is submerged. There is a probability that unless the rain soon stops, the damage will be severe.	[479, 945, 626, 995]
divider	[963, 1285, 1098, 1286]
paragraph: At the third annual conference of the New Zealand Shearers' and Woolshed Employees' Association to-day, representing about 4000 workers, it was decided to take a ballot seat shearing season as to whether the union should cancel its registration under the Arbitration Act.	[953, 523, 1108, 590]
paragraph: A terrible panic followed the collision. The number drowned is still unknown.	[321, 690, 468, 707]
dateline: Ottawa, April 10.	[408, 1145, 468, 1154]
dateline: Cairo, April 9.	[419, 609, 468, 618]
dateline: Sydney, April 10.	[251, 613, 310, 622]
paragraph: Before Mr. A. Crooke, S.M., at the Magistrate's Court yesterday morning, one first-offending inebriate was convicted and ordered to pay the hire of a cab.	[6, 62, 152, 104]
subheadline: THE NAVY PROPOSALS.	[501, 186, 604, 196]
subheadline: ANTI-HOME RULE DEMONSTRATION.	[354, 230, 435, 250]
column-rule	[631, 26, 632, 1765]
headline: A PROMISING INVESTMENT	[34, 774, 124, 803]
subheadline: MR. PEARCE AND HON. T. W. RUSSELL.	[806, 237, 931, 257]
subheadline: CANADA AND THE WEST INDIES.	[322, 1133, 467, 1143]
headline: THE UNITY CONFERENCE	[824, 1216, 913, 1245]
paragraph: The Hon. G. W. Russell, in replying, expressed regret at the absence, through illness, of the Hon. W. C. F. Carncross, a man who had made himself so well-liked amongst the whole of the members of Parliament. He paid a tribute, too, to the manner in which the Hon. Mr. Carncross had, with an iron hand, upheld the standard of Liberalism in this district. Dispensing, he complimented the Eltham people on the manner in which they were doing honour to the member for Egmont and the Prime Minister of New Zealand, the gathering being, in every respect, one that would do credit to one of the largest cities in the Dominion.	[637, 514, 784, 655]
